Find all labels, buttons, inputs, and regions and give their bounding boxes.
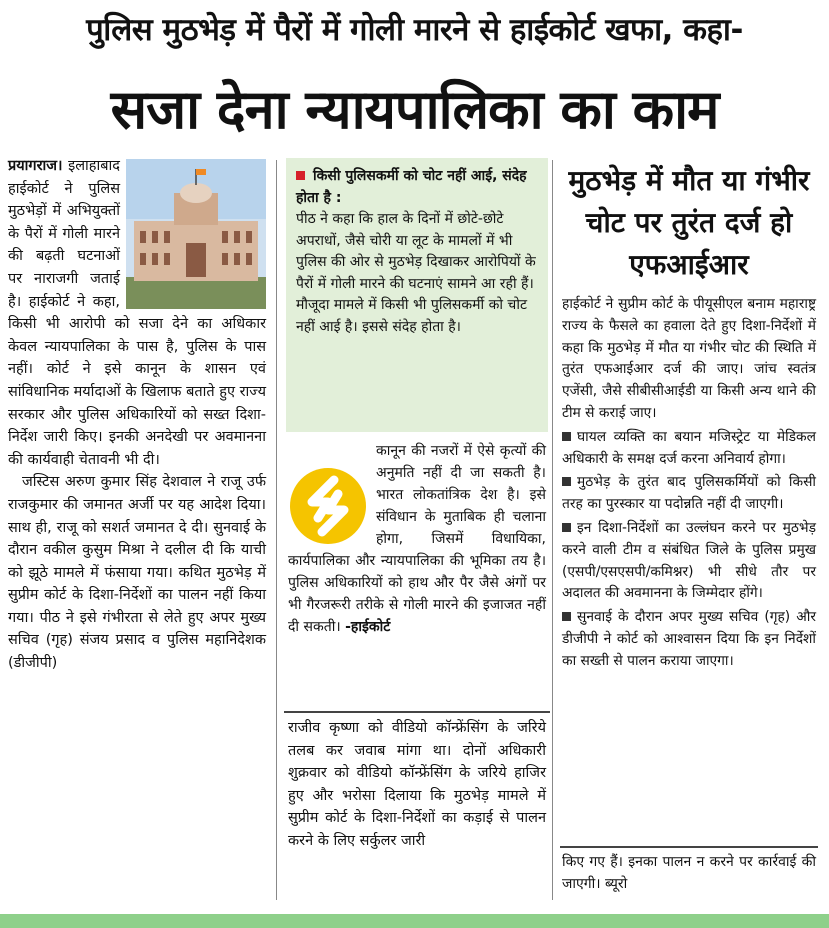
square-bullet-icon — [562, 477, 571, 486]
dateline: प्रयागराज। — [8, 158, 63, 174]
column3-point: मुठभेड़ के तुरंत बाद पुलिसकर्मियों को किसी तरह का पुरस्कार या पदोन्नति नहीं दी जाएगी। — [562, 474, 816, 513]
column-divider-1 — [276, 160, 277, 900]
byline: ब्यूरो — [605, 876, 628, 892]
sidebox-title: किसी पुलिसकर्मी को चोट नहीं आई, संदेह होता है : — [296, 168, 527, 206]
column-1 — [8, 155, 266, 675]
column3-ending — [562, 851, 816, 895]
column1-para2: जस्टिस अरुण कुमार सिंह देशवाल ने राजू उर्फ राजकुमार की जमानत अर्जी पर यह आदेश दिया। साथ ही, राजू को सशर्त जमानत दे दी। सुनवाई के दौरान वकील कुसुम मिश्रा ने दलील दी कि याची को झूठे मामले में फंसाया गया। कथित मुठभेड़ में सुप्रीम कोर्ट के दिशा-निर्देशों का पालन नहीं किया गया। पीठ ने इसे गंभीरता से लेते हुए अपर मुख्य सचिव (गृह) संजय प्रसाद व पुलिस महानिदेशक (डीजीपी) — [8, 474, 266, 672]
sidebox-body: पीठ ने कहा कि हाल के दिनों में छोटे-छोटे अपराधों, जैसे चोरी या लूट के मामलों में भी पुलिस की ओर से मुठभेड़ दिखाकर आरोपियों के पैरों में गोली मारने की घटनाएं सामने आ रही हैं। मौजूदा मामले में किसी भी पुलिसकर्मी को चोट नहीं आई है। इससे संदेह होता है। — [296, 211, 536, 335]
square-bullet-icon — [562, 612, 571, 621]
bottom-color-bar — [0, 914, 829, 928]
headline-line2: सजा देना न्यायपालिका का काम — [110, 78, 719, 141]
column3-point: घायल व्यक्ति का बयान मजिस्ट्रेट या मेडिकल अधिकारी के समक्ष दर्ज करना अनिवार्य होगा। — [562, 428, 816, 467]
column3-rule — [560, 846, 818, 848]
column1-para1 — [8, 155, 266, 471]
sidebox — [286, 158, 548, 432]
red-bullet-icon — [296, 171, 305, 180]
column3-body — [562, 294, 816, 675]
quote-text: कानून की नजरों में ऐसे कृत्यों की अनुमति नहीं दी जा सकती है। भारत लोकतांत्रिक देश है। इसे संविधान के मुताबिक ही चलाना होगा, जिसमें विधायिका, कार्यपालिका और न्यायपालिका की भूमिका तय है। पुलिस अधिकारियों को हाथ और पैर जैसे अंगों पर भी गैरजरूरी तरीके से गोली मारने की इजाजत नहीं दी सकती। — [288, 443, 546, 635]
column2-continuation: राजीव कृष्णा को वीडियो कॉन्फ्रेंसिंग के जरिये तलब कर जवाब मांगा था। दोनों अधिकारी शुक्रवार को वीडियो कॉन्फ्रेंसिंग के जरिये हाजिर हुए और भरोसा दिलाया कि मुठभेड़ मामले में सुप्रीम कोर्ट के दिशा-निर्देशों का कड़ाई से पालन करने के लिए सर्कुलर जारी — [288, 720, 546, 849]
ending-text: किए गए हैं। इनका पालन न करने पर कार्रवाई की जाएगी। — [562, 854, 816, 892]
column3-point: इन दिशा-निर्देशों का उल्लंघन करने पर मुठभेड़ करने वाली टीम व संबंधित जिले के पुलिस प्रमुख (एसपी/एसएसपी/कमिश्नर) भी सीधे तौर पर अदालत की अवमानना के जिम्मेदार होंगे। — [562, 519, 816, 602]
column3-intro: हाईकोर्ट ने सुप्रीम कोर्ट के पीयूसीएल बनाम महाराष्ट्र राज्य के फैसले का हवाला देते हुए दिशा-निर्देशों में कहा कि मुठभेड़ में मौत या गंभीर चोट की स्थिति में तुरंत एफआईआर दर्ज की जाए। जांच स्वतंत्र एजेंसी, जैसे सीबीसीआईडी या किसी अन्य थाने की टीम से कराई जाए। — [562, 296, 816, 421]
headline-line1: पुलिस मुठभेड़ में पैरों में गोली मारने से हाईकोर्ट खफा, कहा- — [86, 12, 743, 48]
quote-source: -हाईकोर्ट — [345, 619, 391, 635]
column2-quote — [288, 440, 546, 638]
square-bullet-icon — [562, 523, 571, 532]
high-court-building-photo — [126, 159, 266, 309]
square-bullet-icon — [562, 432, 571, 441]
column1-para1-text: इलाहाबाद हाईकोर्ट ने पुलिस मुठभेड़ों में अभियुक्तों के पैरों में गोली मारने की बढ़ती घटनाओं पर नाराजगी जताई है। हाईकोर्ट ने कहा, किसी भी आरोपी को सजा देने का अधिकार केवल न्यायपालिका के पास है, पुलिस के पास नहीं। कोर्ट ने इसे कानून के शासन एवं सांविधानिक मर्यादाओं के खिलाफ बताते हुए राज्य सरकार और पुलिस अधिकारियों को सख्त दिशा-निर्देश जारी किए। इनकी अनदेखी पर अवमानना की कार्यवाही चेतावनी भी दी। — [8, 158, 266, 468]
column2-rule — [284, 711, 550, 713]
column3-point: सुनवाई के दौरान अपर मुख्य सचिव (गृह) और डीजीपी ने कोर्ट को आश्वासन दिया कि इन निर्देशों का सख्ती से पालन कराया जाएगा। — [562, 609, 816, 669]
newspaper-logo-icon — [288, 466, 368, 546]
column3-heading: मुठभेड़ में मौत या गंभीर चोट पर तुरंत दर्ज हो एफआईआर — [568, 164, 810, 281]
column-divider-2 — [552, 160, 553, 900]
